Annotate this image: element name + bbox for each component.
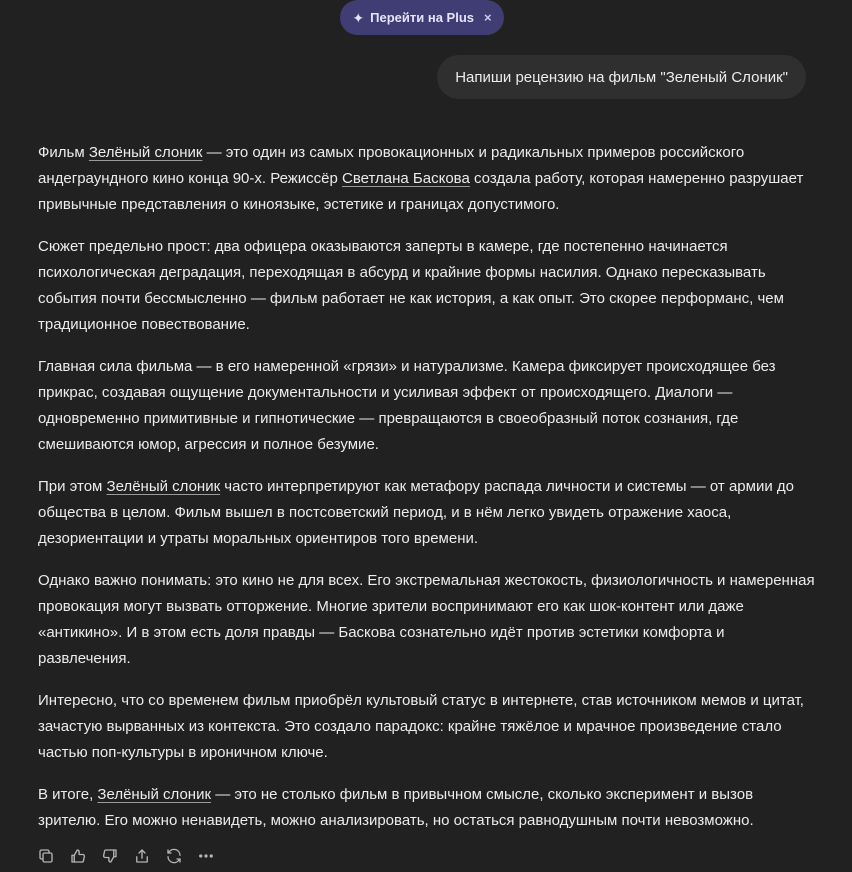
more-icon[interactable] — [196, 846, 216, 866]
message-actions — [36, 846, 216, 866]
response-paragraph-1 — [38, 140, 818, 218]
p4-text-b: часто интерпретируют как метафору распада личности и системы — от армии до общества в целом. Фильм вышел в постсоветский период, и в нём легко увидеть отражение хаоса, дезориентации и утраты моральных ориентиров того времени. — [38, 478, 794, 547]
response-paragraph-2: Сюжет предельно прост: два офицера оказываются заперты в камере, где постепенно начинается психологическая деградация, переходящая в абсурд и крайние формы насилия. Однако пересказывать события почти бессмысленно — фильм работает не как история, а как опыт. Это скорее перформанс, чем традиционное повествование. — [38, 238, 784, 333]
p4-text-a: При этом — [38, 478, 107, 495]
sparkle-icon: ✦ — [352, 9, 365, 26]
response-paragraph-6: Интересно, что со временем фильм приобрёл культовый статус в интернете, став источником мемов и цитат, зачастую вырванных из контекста. Это создало парадокс: крайне тяжёлое и мрачное произведение стало частью поп-культуры в ироничном ключе. — [38, 692, 804, 761]
response-paragraph-3: Главная сила фильма — в его намеренной «грязи» и натурализме. Камера фиксирует происходящее без прикрас, создавая ощущение документальности и усиливая эффект от происходящего. Диалоги — одновременно примитивные и гипнотические — превращаются в своеобразный поток сознания, где смешиваются юмор, агрессия и полное безумие. — [38, 358, 776, 453]
response-paragraph-7 — [38, 782, 818, 834]
p1-text-a: Фильм — [38, 144, 89, 161]
upgrade-label: Перейти на Plus — [370, 10, 474, 25]
thumbs-down-icon[interactable] — [100, 846, 120, 866]
regenerate-icon[interactable] — [164, 846, 184, 866]
copy-icon[interactable] — [36, 846, 56, 866]
upgrade-plus-button[interactable] — [340, 0, 504, 35]
p1-text-c: создала работу, которая намеренно разрушает привычные представления о киноязыке, эстетике и границах допустимого. — [38, 170, 804, 213]
close-icon[interactable]: × — [484, 10, 492, 25]
response-paragraph-5: Однако важно понимать: это кино не для всех. Его экстремальная жестокость, физиологичность и намеренная провокация могут вызвать отторжение. Многие зрители воспринимают его как шок-контент или даже «антикино». И в этом есть доля правды — Баскова сознательно идёт против эстетики комфорта и развлечения. — [38, 572, 815, 667]
film-title-link[interactable]: Зелёный слоник — [97, 786, 212, 803]
user-message-bubble — [437, 55, 806, 99]
p7-text-a: В итоге, — [38, 786, 98, 803]
thumbs-up-icon[interactable] — [68, 846, 88, 866]
user-message-text: Напиши рецензию на фильм "Зеленый Слоник" — [455, 68, 788, 86]
share-icon[interactable] — [132, 846, 152, 866]
response-paragraph-4 — [38, 474, 818, 552]
p1-text-b: — это один из самых провокационных и радикальных примеров российского андеграундного кино конца 90-х. Режиссёр — [38, 144, 745, 187]
film-title-link[interactable]: Зелёный слоник — [88, 144, 203, 161]
p7-text-b: — это не столько фильм в привычном смысле, сколько эксперимент и вызов зрителю. Его можно ненавидеть, можно анализировать, но остаться равнодушным почти невозможно. — [38, 786, 754, 829]
director-link[interactable]: Светлана Баскова — [342, 170, 470, 187]
film-title-link[interactable]: Зелёный слоник — [106, 478, 221, 495]
assistant-response — [38, 140, 818, 850]
